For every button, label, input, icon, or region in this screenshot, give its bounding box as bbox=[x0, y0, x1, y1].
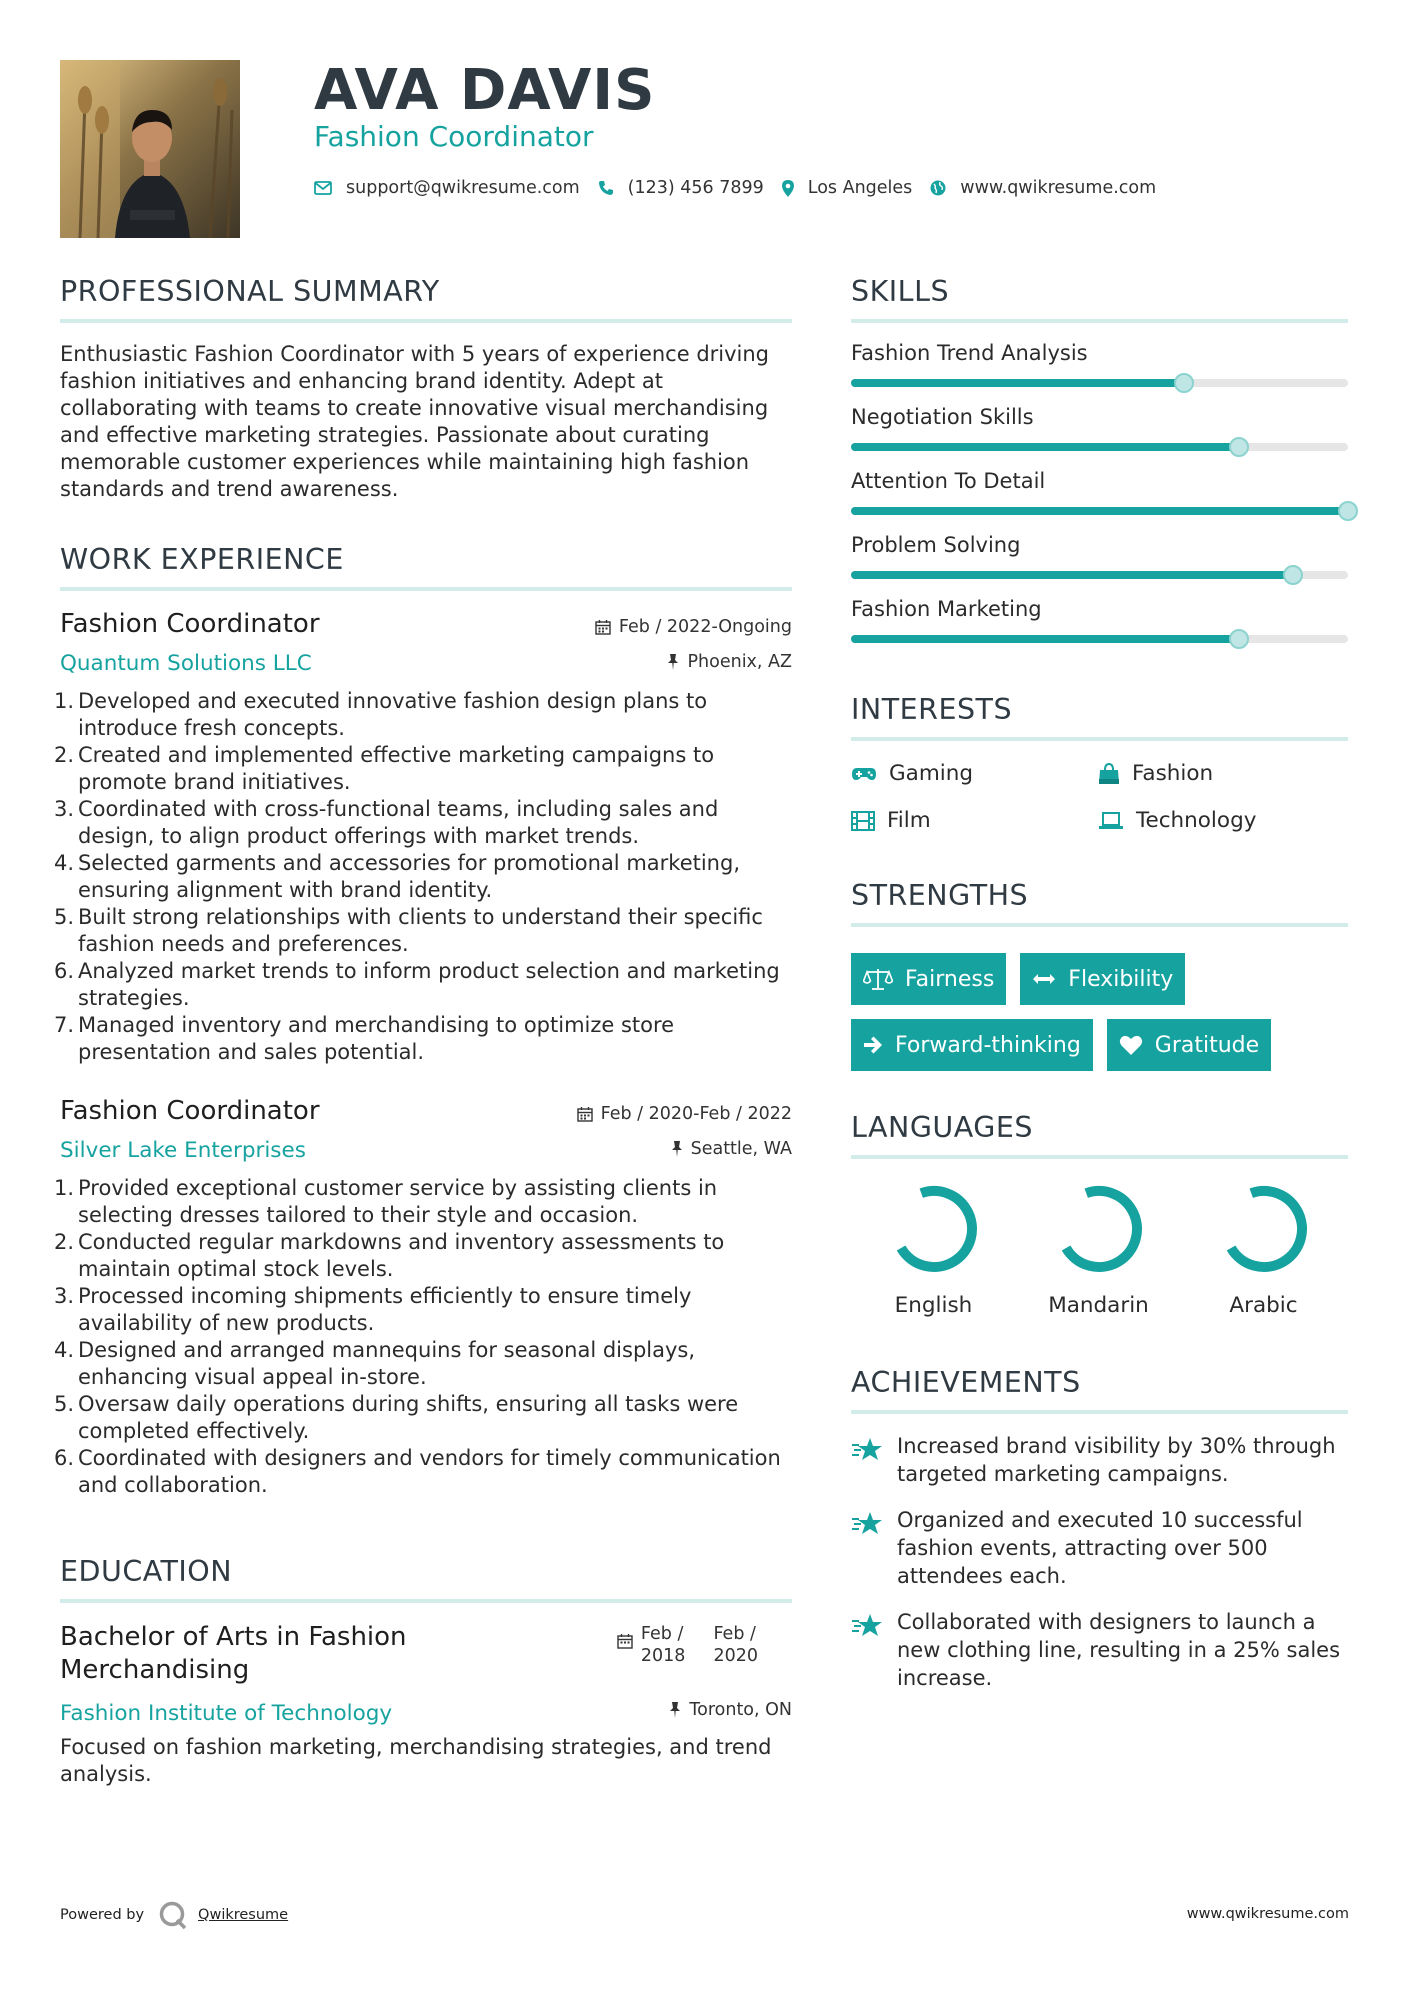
language-ring bbox=[888, 1183, 980, 1275]
skill-bar-fill bbox=[851, 571, 1293, 579]
interest-label: Film bbox=[887, 808, 931, 833]
film-icon bbox=[851, 811, 875, 831]
phone-icon bbox=[598, 180, 614, 196]
languages-section bbox=[851, 1111, 1348, 1318]
language-item bbox=[1016, 1183, 1181, 1318]
interests-grid bbox=[851, 761, 1348, 833]
language-ring-arc bbox=[888, 1183, 980, 1275]
education-entry bbox=[60, 1621, 792, 1788]
contact-phone-text: (123) 456 7899 bbox=[627, 178, 764, 198]
skill-bar-track bbox=[851, 571, 1348, 579]
summary-heading: PROFESSIONAL SUMMARY bbox=[60, 275, 440, 308]
skill-bar-fill bbox=[851, 443, 1239, 451]
contact-location-text: Los Angeles bbox=[807, 178, 913, 198]
skill-item bbox=[851, 469, 1348, 515]
pin-icon bbox=[667, 654, 679, 670]
language-ring bbox=[1053, 1183, 1145, 1275]
end-month: Feb / bbox=[713, 1624, 756, 1644]
list-item: 3. Coordinated with cross-functional teams, including sales and design, to align product offerings with market trends. bbox=[54, 797, 719, 848]
achievement-text: Organized and executed 10 successful fashion events, attracting over 500 attendees each. bbox=[897, 1508, 1303, 1588]
job-title: Fashion Coordinator bbox=[60, 1096, 320, 1126]
job-location bbox=[667, 652, 792, 672]
skill-bar-knob bbox=[1283, 565, 1303, 585]
rocket-star-icon bbox=[851, 1510, 883, 1536]
strength-label: Gratitude bbox=[1154, 1032, 1260, 1058]
skill-item bbox=[851, 405, 1348, 451]
interests-heading: INTERESTS bbox=[851, 693, 1013, 726]
interest-label: Technology bbox=[1136, 808, 1257, 833]
interest-film bbox=[851, 808, 1098, 833]
globe-icon bbox=[930, 180, 946, 196]
shopping-bag-icon bbox=[1098, 763, 1120, 785]
language-label: Mandarin bbox=[1048, 1293, 1149, 1318]
job-dates-text: Feb / 2022-Ongoing bbox=[618, 617, 792, 637]
profile-photo bbox=[60, 60, 240, 238]
section-divider bbox=[851, 1155, 1348, 1159]
skill-bar-knob bbox=[1174, 373, 1194, 393]
list-item: 7. Managed inventory and merchandising to optimize store presentation and sales potential. bbox=[54, 1013, 675, 1064]
education-location bbox=[669, 1700, 792, 1720]
job-entry bbox=[54, 609, 792, 1066]
company-name: Quantum Solutions LLC bbox=[60, 651, 312, 676]
strength-label: Forward-thinking bbox=[895, 1032, 1081, 1058]
list-item: 5. Built strong relationships with clients to understand their specific fashion needs and preferences. bbox=[54, 905, 763, 956]
job-location bbox=[671, 1139, 792, 1159]
footer-powered-by bbox=[60, 1900, 288, 1930]
contact-website[interactable] bbox=[930, 178, 1156, 198]
list-item: 6. Coordinated with designers and vendors for timely communication and collaboration. bbox=[54, 1446, 781, 1497]
list-item: 4. Selected garments and accessories for promotional marketing, ensuring alignment with brand identity. bbox=[54, 851, 740, 902]
strength-tag-flexibility bbox=[1020, 953, 1185, 1005]
list-item: 1. Developed and executed innovative fashion design plans to introduce fresh concepts. bbox=[54, 689, 708, 740]
envelope-icon bbox=[314, 181, 332, 195]
skills-heading: SKILLS bbox=[851, 275, 950, 308]
job-location-text: Seattle, WA bbox=[690, 1139, 792, 1159]
skill-bar-track bbox=[851, 635, 1348, 643]
skill-label: Problem Solving bbox=[851, 533, 1021, 557]
section-divider bbox=[851, 1410, 1348, 1414]
languages-list bbox=[851, 1183, 1348, 1318]
strengths-heading: STRENGTHS bbox=[851, 879, 1029, 912]
achievement-item bbox=[851, 1506, 1348, 1590]
achievement-item bbox=[851, 1608, 1348, 1692]
summary-text: Enthusiastic Fashion Coordinator with 5 years of experience driving fashion initiatives and enhancing brand identity. Adept at collaborating with teams to create innovative visual merchandising and effective marketing strategies. Passionate about curating memorable customer experiences while maintaining high fashion standards and trend awareness. bbox=[60, 342, 770, 501]
interest-fashion bbox=[1098, 761, 1348, 786]
language-label: Arabic bbox=[1229, 1293, 1298, 1318]
skill-bar-knob bbox=[1338, 501, 1358, 521]
pin-icon bbox=[669, 1702, 681, 1718]
gamepad-icon bbox=[851, 766, 877, 782]
skill-label: Fashion Trend Analysis bbox=[851, 341, 1088, 365]
job-dates-text: Feb / 2020-Feb / 2022 bbox=[600, 1104, 792, 1124]
skill-item bbox=[851, 533, 1348, 579]
candidate-title: Fashion Coordinator bbox=[314, 120, 594, 153]
candidate-name: AVA DAVIS bbox=[314, 58, 656, 123]
laptop-icon bbox=[1098, 812, 1124, 830]
strength-label: Flexibility bbox=[1068, 966, 1174, 992]
language-ring-arc bbox=[1218, 1183, 1310, 1275]
language-item bbox=[1181, 1183, 1346, 1318]
end-year: 2020 bbox=[713, 1646, 758, 1666]
section-divider bbox=[60, 1599, 792, 1603]
degree-line: Merchandising bbox=[60, 1655, 250, 1685]
map-marker-icon bbox=[782, 180, 794, 197]
achievement-text: Collaborated with designers to launch a new clothing line, resulting in a 25% sales increase. bbox=[897, 1610, 1341, 1690]
contact-website-text: www.qwikresume.com bbox=[960, 178, 1157, 198]
skill-bar-fill bbox=[851, 635, 1239, 643]
section-divider bbox=[60, 587, 792, 591]
interest-gaming bbox=[851, 761, 1098, 786]
powered-by-label: Powered by bbox=[60, 1907, 145, 1923]
achievement-text: Increased brand visibility by 30% through targeted marketing campaigns. bbox=[897, 1434, 1336, 1486]
rocket-star-icon bbox=[851, 1612, 883, 1638]
achievements-list bbox=[851, 1432, 1348, 1692]
list-item: 2. Conducted regular markdowns and inventory assessments to maintain optimal stock levels. bbox=[54, 1230, 725, 1281]
job-bullet-list bbox=[54, 688, 792, 1066]
balance-scale-icon bbox=[863, 968, 893, 990]
qwikresume-link[interactable]: Qwikresume bbox=[198, 1907, 289, 1923]
rocket-star-icon bbox=[851, 1436, 883, 1462]
list-item: 3. Processed incoming shipments efficiently to ensure timely availability of new products. bbox=[54, 1284, 692, 1335]
left-column bbox=[54, 275, 792, 1788]
skill-label: Negotiation Skills bbox=[851, 405, 1034, 429]
strengths-tags bbox=[851, 953, 1348, 1071]
interest-label: Gaming bbox=[889, 761, 974, 786]
strength-tag-gratitude bbox=[1107, 1019, 1271, 1071]
language-label: English bbox=[894, 1293, 973, 1318]
language-item bbox=[851, 1183, 1016, 1318]
contact-phone[interactable] bbox=[598, 178, 764, 198]
calendar-icon bbox=[595, 619, 611, 635]
school-name: Fashion Institute of Technology bbox=[60, 1701, 393, 1726]
section-divider bbox=[851, 319, 1348, 323]
skill-bar-fill bbox=[851, 507, 1348, 515]
interest-technology bbox=[1098, 808, 1348, 833]
list-item: 1. Provided exceptional customer service by assisting clients in selecting dresses tailored to their style and occasion. bbox=[54, 1176, 718, 1227]
strength-label: Fairness bbox=[905, 966, 995, 992]
education-dates bbox=[617, 1623, 758, 1667]
skill-bar-knob bbox=[1229, 629, 1249, 649]
footer-website[interactable]: www.qwikresume.com bbox=[1186, 1906, 1349, 1922]
section-divider bbox=[60, 319, 792, 323]
job-dates bbox=[595, 617, 792, 637]
experience-section bbox=[54, 543, 792, 1499]
skill-bar-track bbox=[851, 379, 1348, 387]
strength-tag-forward-thinking bbox=[851, 1019, 1093, 1071]
strength-tag-fairness bbox=[851, 953, 1006, 1005]
skill-item bbox=[851, 597, 1348, 643]
right-column bbox=[851, 275, 1348, 1692]
list-item: 6. Analyzed market trends to inform product selection and marketing strategies. bbox=[54, 959, 780, 1010]
achievements-section bbox=[851, 1366, 1348, 1692]
heart-icon bbox=[1119, 1035, 1143, 1056]
start-month: Feb / bbox=[640, 1624, 684, 1644]
start-year: 2018 bbox=[640, 1646, 686, 1666]
education-section bbox=[60, 1555, 792, 1788]
skill-bar-track bbox=[851, 443, 1348, 451]
job-dates bbox=[577, 1104, 792, 1124]
skill-bar-track bbox=[851, 507, 1348, 515]
language-ring bbox=[1218, 1183, 1310, 1275]
skill-bar-knob bbox=[1229, 437, 1249, 457]
degree-line: Bachelor of Arts in Fashion bbox=[60, 1622, 407, 1652]
contact-email-text: support@qwikresume.com bbox=[346, 178, 580, 198]
education-heading: EDUCATION bbox=[60, 1555, 233, 1588]
contact-email[interactable] bbox=[314, 178, 580, 198]
skill-label: Fashion Marketing bbox=[851, 597, 1042, 621]
skill-label: Attention To Detail bbox=[851, 469, 1046, 493]
skill-bar-fill bbox=[851, 379, 1184, 387]
company-name: Silver Lake Enterprises bbox=[60, 1138, 306, 1163]
language-ring-arc bbox=[1053, 1183, 1145, 1275]
job-bullet-list bbox=[54, 1175, 792, 1499]
list-item: 2. Created and implemented effective marketing campaigns to promote brand initiatives. bbox=[54, 743, 715, 794]
summary-section bbox=[60, 275, 792, 503]
arrow-right-icon bbox=[863, 1036, 883, 1054]
section-divider bbox=[851, 923, 1348, 927]
section-divider bbox=[851, 737, 1348, 741]
contact-location bbox=[782, 178, 913, 198]
skills-list bbox=[851, 341, 1348, 643]
languages-heading: LANGUAGES bbox=[851, 1111, 1033, 1144]
skill-item bbox=[851, 341, 1348, 387]
list-item: 5. Oversaw daily operations during shifts, ensuring all tasks were completed effectively. bbox=[54, 1392, 739, 1443]
interests-section bbox=[851, 693, 1348, 833]
strengths-section bbox=[851, 879, 1348, 1071]
education-location-text: Toronto, ON bbox=[689, 1700, 792, 1720]
calendar-icon bbox=[617, 1633, 633, 1649]
job-title: Fashion Coordinator bbox=[60, 609, 320, 639]
achievements-heading: ACHIEVEMENTS bbox=[851, 1366, 1081, 1399]
pin-icon bbox=[671, 1141, 683, 1157]
calendar-icon bbox=[577, 1106, 593, 1122]
job-location-text: Phoenix, AZ bbox=[687, 652, 792, 672]
qwikresume-logo-icon bbox=[158, 1900, 188, 1930]
achievement-item bbox=[851, 1432, 1348, 1488]
interest-label: Fashion bbox=[1132, 761, 1214, 786]
education-description: Focused on fashion marketing, merchandising strategies, and trend analysis. bbox=[60, 1735, 772, 1786]
arrows-horizontal-icon bbox=[1032, 973, 1056, 985]
job-entry bbox=[54, 1096, 792, 1499]
experience-heading: WORK EXPERIENCE bbox=[60, 543, 344, 576]
skills-section bbox=[851, 275, 1348, 643]
contact-bar bbox=[314, 178, 1174, 198]
list-item: 4. Designed and arranged mannequins for seasonal displays, enhancing visual appeal in-store. bbox=[54, 1338, 696, 1389]
